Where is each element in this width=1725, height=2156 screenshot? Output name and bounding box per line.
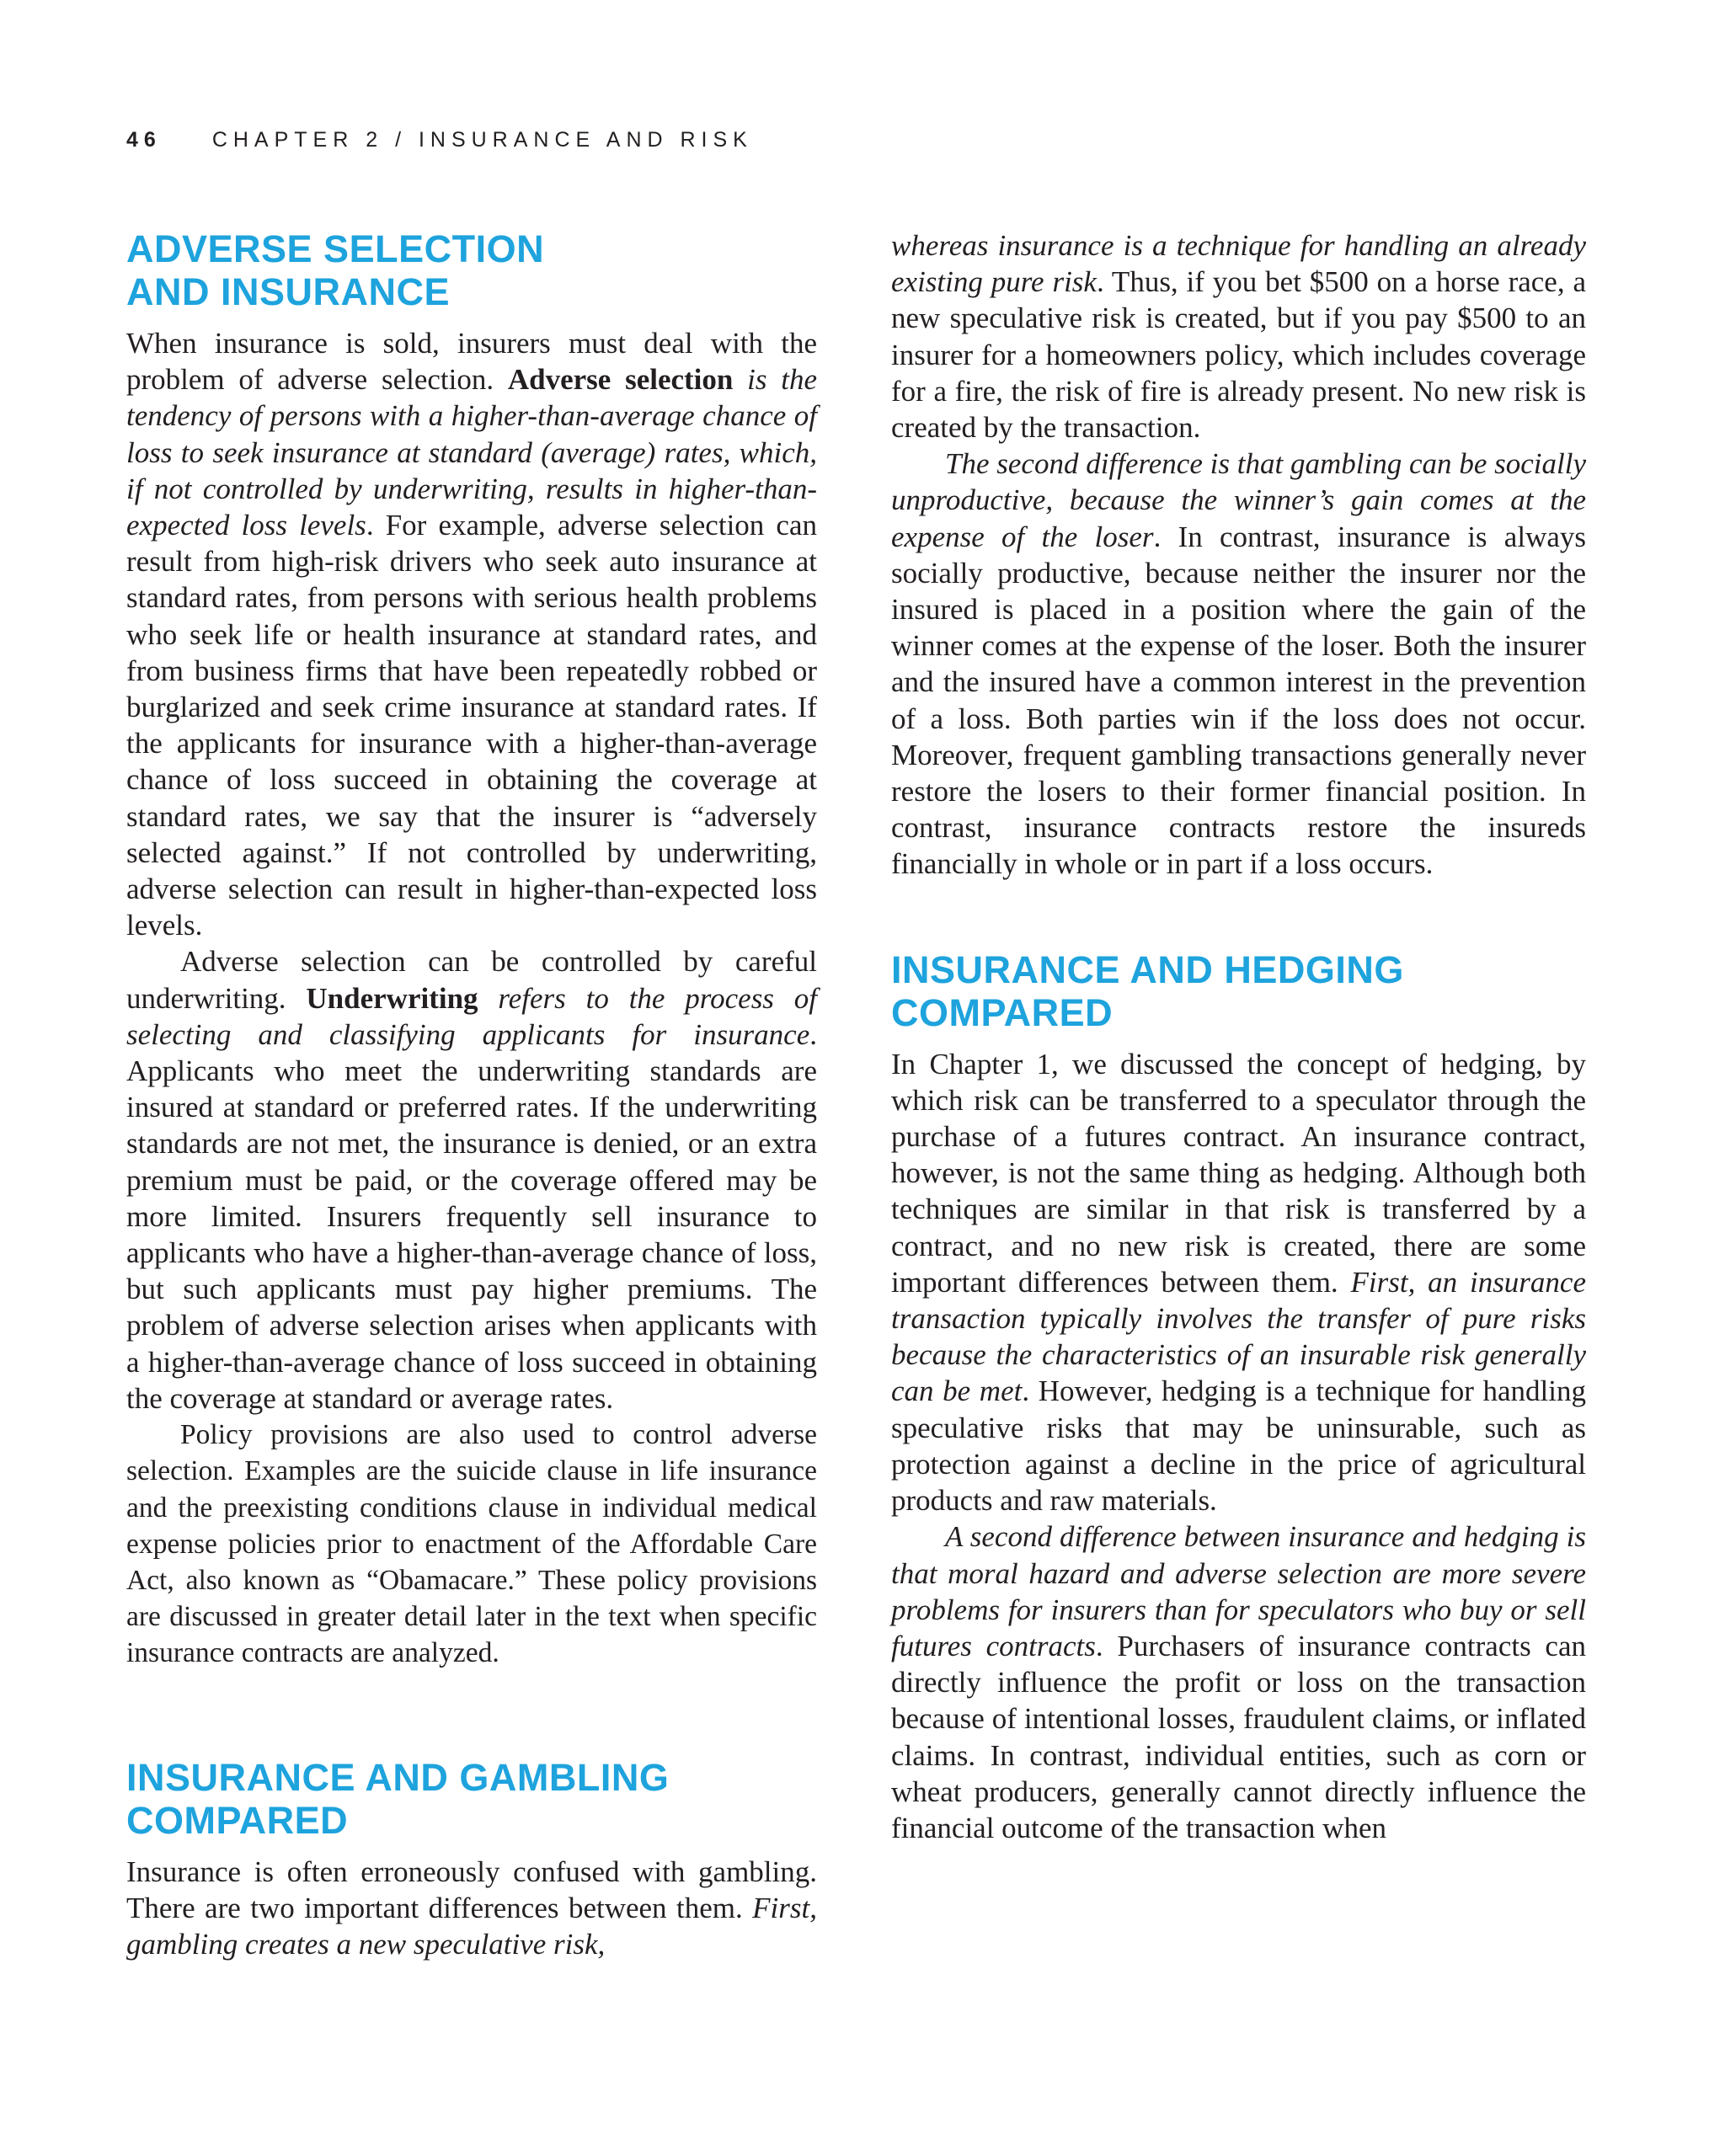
body-text: Policy provisions are also used to control adverse selection. Examples are the suicide clause in life insurance and the preexisting conditions clause in individual medical expense policies prior to enactment of the Affordable Care Act, also known as “Obamacare.” These policy provisions are discussed in greater detail later in the text when specific insurance contracts are analyzed.	[126, 1419, 817, 1669]
body-text: Adverse selection can be controlled by careful underwriting.	[126, 945, 817, 1015]
defined-term: Adverse selection	[507, 363, 734, 397]
body-text: . In contrast, insurance is always socially productive, because neither the insurer nor the insured is placed in a position where the gain of the winner comes at the expense of the loser. Both the insurer and the insured have a common interest in the prevention of a loss. Both parties win if the loss does not occur. Moreover, frequent gambling transactions generally never restore the losers to their former financial position. In contrast, insurance contracts restore the insureds financially in whole or in part if a loss occurs.	[891, 520, 1586, 881]
defined-term: Underwriting	[306, 981, 478, 1015]
page-number: 46	[126, 128, 162, 152]
definition-text: is the tendency of persons with a higher-than-average chance of loss to seek insurance at standard (average) rates, which, if not controlled by underwriting, results in higher-than-expected loss levels	[126, 363, 818, 542]
heading-line: COMPARED	[126, 1798, 349, 1842]
body-text: . However, hedging is a technique for handling speculative risks that may be uninsurable, such as protection against a decline in the price of agricultural products and raw materials.	[891, 1374, 1587, 1518]
body-text: . Applicants who meet the underwriting standards are insured at standard or preferred rates. If the underwriting standards are not met, the insurance is denied, or an extra premium must be paid, or the coverage offered may be more limited. Insurers frequently sell insurance to applicants who have a higher-than-average chance of loss, but such applicants must pay higher premiums. The problem of adverse selection arises when applicants with a higher-than-average chance of loss succeed in obtaining the coverage at standard or average rates.	[126, 1017, 817, 1415]
body-text: . For example, adverse selection can result from high-risk drivers who seek auto insurance at standard rates, from persons with serious health problems who seek life or health insurance at standard rates, and from business firms that have been repeatedly robbed or burglarized and seek crime insurance at standard rates. If the applicants for insurance with a higher-than-average chance of loss succeed in obtaining the coverage at standard rates, we say that the insurer is “adversely selected against.” If not controlled by underwriting, adverse selection can result in higher-than-expected loss levels.	[126, 509, 817, 942]
paragraph	[891, 1518, 1586, 1846]
left-column	[126, 227, 817, 1962]
heading-line: INSURANCE AND GAMBLING	[126, 1755, 670, 1799]
paragraph	[891, 1046, 1586, 1519]
running-header	[126, 128, 753, 152]
body-text: . Thus, if you bet $500 on a horse race, a new speculative risk is created, but if you pay $500 to an insurer for a homeowners policy, which includes coverage for a fire, the risk of fire is already present. No new risk is created by the transaction.	[891, 265, 1586, 445]
section-insurance-gambling	[126, 1756, 817, 1963]
heading-line: INSURANCE AND HEDGING	[891, 947, 1404, 991]
emphasis-text: First, an insurance transaction typically involves the transfer of pure risks because the characteristics of an insurable risk generally can be met	[891, 1265, 1586, 1408]
heading-line: ADVERSE SELECTION	[126, 227, 545, 270]
emphasis-text: The second difference is that gambling can be socially unproductive, because the winner’s gain comes at the expense of the loser	[891, 447, 1586, 553]
section-gambling-continued	[891, 227, 1586, 883]
heading-line: COMPARED	[891, 990, 1114, 1034]
right-column	[891, 227, 1586, 1846]
section-insurance-hedging	[891, 948, 1586, 1846]
emphasis-text: First, gambling creates a new speculative risk,	[126, 1891, 817, 1961]
paragraph	[126, 1417, 817, 1671]
section-heading-adverse-selection	[126, 227, 817, 313]
paragraph	[126, 1854, 817, 1963]
paragraph	[126, 943, 817, 1417]
heading-line: AND INSURANCE	[126, 270, 451, 313]
emphasis-text: A second difference between insurance and hedging is that moral hazard and adverse selection are more severe problems for insurers than for speculators who buy or sell futures contracts	[891, 1520, 1586, 1662]
emphasis-text: whereas insurance is a technique for handling an already existing pure risk	[891, 229, 1586, 299]
definition-text: refers to the process of selecting and classifying applicants for insurance	[126, 981, 818, 1051]
body-text: Insurance is often erroneously confused with gambling. There are two important differences between them.	[126, 1854, 817, 1924]
body-text: In Chapter 1, we discussed the concept of hedging, by which risk can be transferred to a speculator through the purchase of a futures contract. An insurance contract, however, is not the same thing as hedging. Although both techniques are similar in that risk is transferred by a contract, and no new risk is created, there are some important differences between them.	[891, 1047, 1586, 1299]
section-heading-insurance-hedging	[891, 948, 1586, 1034]
body-text: When insurance is sold, insurers must deal with the problem of adverse selection.	[126, 327, 817, 397]
paragraph	[126, 325, 817, 943]
paragraph	[891, 446, 1586, 882]
section-heading-insurance-gambling	[126, 1756, 817, 1842]
running-title: CHAPTER 2 / INSURANCE AND RISK	[211, 128, 753, 152]
section-adverse-selection	[126, 227, 817, 1672]
paragraph	[891, 227, 1586, 446]
body-text: . Purchasers of insurance contracts can directly influence the profit or loss on the transaction because of intentional losses, fraudulent claims, or inflated claims. In contrast, individual entities, such as corn or wheat producers, generally cannot directly influence the financial outcome of the transaction when	[891, 1629, 1587, 1844]
